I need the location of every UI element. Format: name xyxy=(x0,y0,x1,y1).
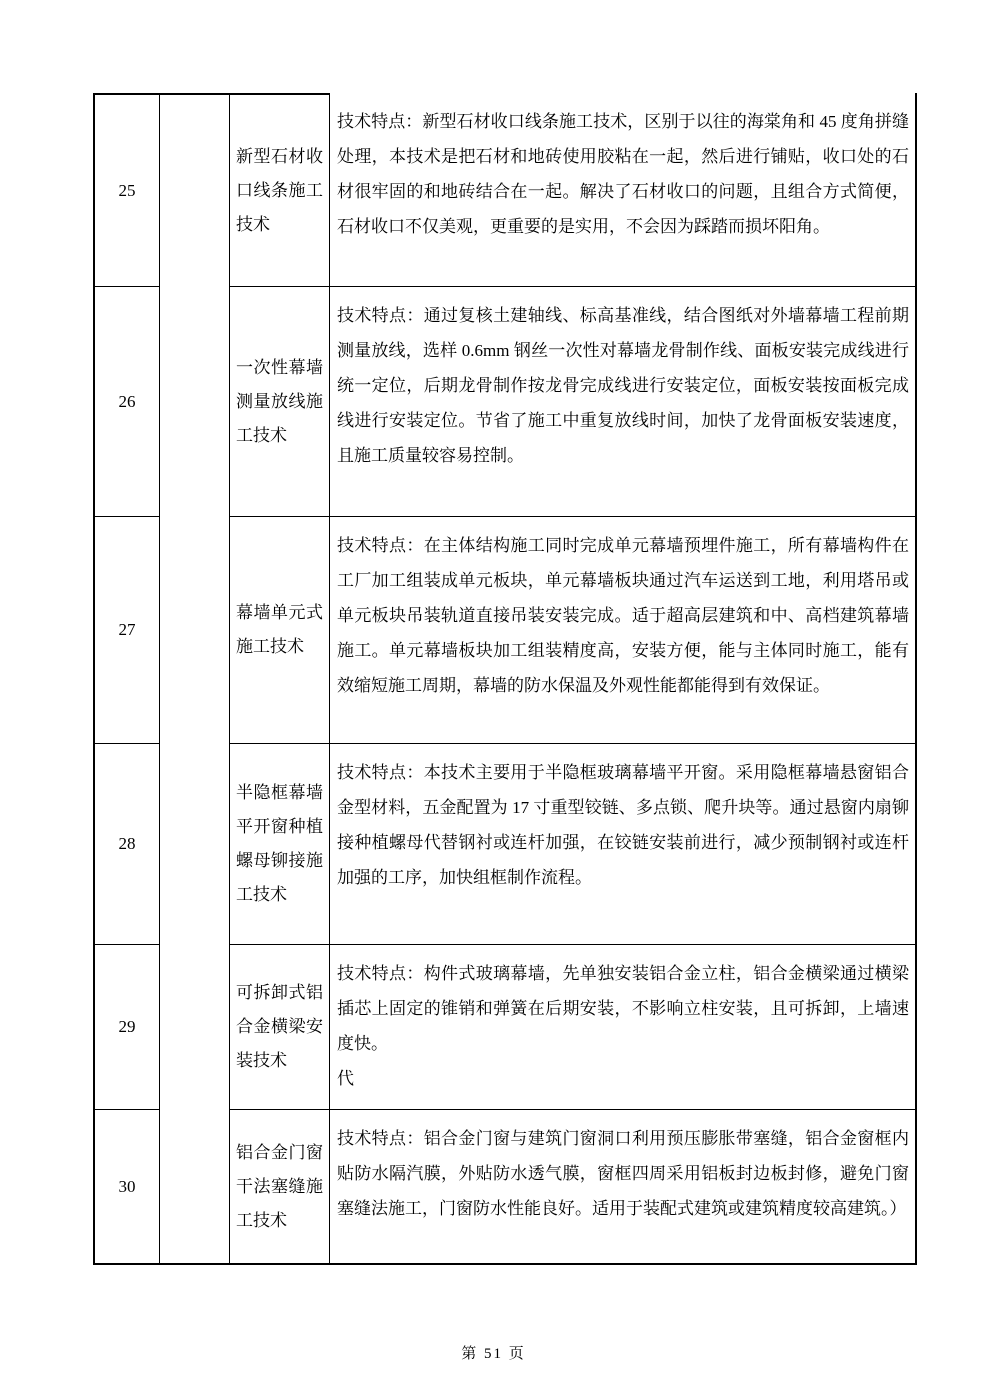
technique-desc-cell xyxy=(330,517,917,744)
technique-name: 新型石材收口线条施工技术 xyxy=(236,146,323,234)
row-number: 28 xyxy=(118,834,136,853)
technique-name-cell xyxy=(230,93,330,287)
technique-name: 可拆卸式铝合金横梁安装技术 xyxy=(236,983,323,1070)
row-number: 27 xyxy=(118,620,136,639)
technique-desc-cell xyxy=(330,744,917,945)
technique-name: 一次性幕墙测量放线施工技术 xyxy=(236,357,323,445)
technique-name-cell xyxy=(230,744,330,945)
row-number-cell xyxy=(93,744,160,945)
row-number-cell xyxy=(93,93,160,287)
row-number: 25 xyxy=(118,180,136,200)
technique-desc: 技术特点：通过复核土建轴线、标高基准线，结合图纸对外墙幕墙工程前期测量放线，选样 0.6mm 钢丝一次性对幕墙龙骨制作线、面板安装完成线进行统一定位，后期龙骨制作按龙骨完成线进行安装定位，面板安装按面板完成线进行安装定位。节省了施工中重复放线时间，加快了龙骨面板安装速度，且施工质量较容易控制。 xyxy=(337,306,909,465)
technique-desc: 技术特点：构件式玻璃幕墙，先单独安装铝合金立柱，铝合金横梁通过横梁插芯上固定的锥销和弹簧在后期安装，不影响立柱安装，且可拆卸，上墙速度快。 xyxy=(337,964,909,1053)
technique-name: 半隐框幕墙平开窗种植螺母铆接施工技术 xyxy=(236,783,323,904)
row-number: 26 xyxy=(118,391,136,411)
row-number: 30 xyxy=(118,1176,136,1196)
technique-desc-cell xyxy=(330,945,917,1110)
technique-desc-cell xyxy=(330,93,917,287)
technique-name-cell xyxy=(230,287,330,517)
row-number: 29 xyxy=(118,1017,136,1036)
technique-name: 铝合金门窗干法塞缝施工技术 xyxy=(236,1142,323,1230)
technique-desc: 技术特点：新型石材收口线条施工技术，区别于以往的海棠角和 45 度角拼缝处理，本技术是把石材和地砖使用胶粘在一起，然后进行铺贴，收口处的石材很牢固的和地砖结合在一起。解决了石材收口的问题，且组合方式简便，石材收口不仅美观，更重要的是实用，不会因为踩踏而损坏阳角。 xyxy=(337,112,909,236)
row-number-cell xyxy=(93,945,160,1110)
technique-desc: 技术特点：铝合金门窗与建筑门窗洞口利用预压膨胀带塞缝，铝合金窗框内贴防水隔汽膜，外贴防水透气膜，窗框四周采用铝板封边板封修，避免门窗塞缝法施工，门窗防水性能良好。适用于装配式建筑或建筑精度较高建筑。） xyxy=(337,1129,909,1218)
row-number-cell xyxy=(93,287,160,517)
techniques-table xyxy=(93,93,917,1265)
technique-name-cell xyxy=(230,945,330,1110)
technique-desc-extra: 代 xyxy=(337,1069,354,1088)
row-number-cell xyxy=(93,1110,160,1265)
technique-desc: 技术特点：在主体结构施工同时完成单元幕墙预埋件施工，所有幕墙构件在工厂加工组装成单元板块，单元幕墙板块通过汽车运送到工地，利用塔吊或单元板块吊装轨道直接吊装安装完成。适于超高层建筑和中、高档建筑幕墙施工。单元幕墙板块加工组装精度高，安装方便，能与主体同时施工，能有效缩短施工周期，幕墙的防水保温及外观性能都能得到有效保证。 xyxy=(337,536,909,695)
technique-desc-cell xyxy=(330,1110,917,1265)
technique-desc: 技术特点：本技术主要用于半隐框玻璃幕墙平开窗。采用隐框幕墙悬窗铝合金型材料，五金配置为 17 寸重型铰链、多点锁、爬升块等。通过悬窗内扇铆接种植螺母代替钢衬或连杆加强，在铰链安装前进行，减少预制钢衬或连杆加强的工序，加快组框制作流程。 xyxy=(337,763,909,887)
row-number-cell xyxy=(93,517,160,744)
technique-name-cell xyxy=(230,1110,330,1265)
category-column-merged-cell xyxy=(160,93,230,1265)
page-footer: 第 51 页 xyxy=(461,1346,526,1362)
technique-name-cell xyxy=(230,517,330,744)
technique-name: 幕墙单元式施工技术 xyxy=(236,603,323,656)
technique-desc-cell xyxy=(330,287,917,517)
